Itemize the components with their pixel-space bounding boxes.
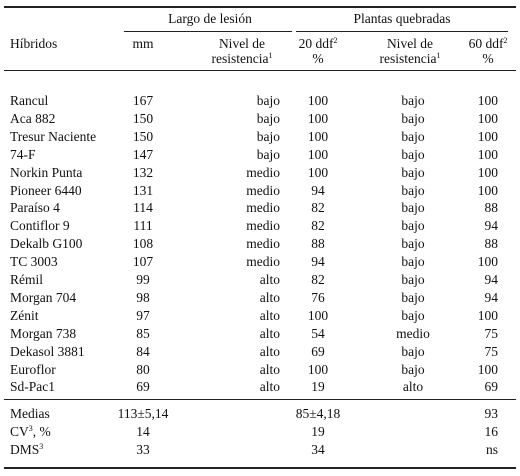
col-header-20ddf-line1: 20 ddf xyxy=(298,36,334,51)
col-header-mm: mm xyxy=(132,36,154,51)
group-header-plants: Plantas quebradas xyxy=(353,11,451,26)
col-header-nivel-b-line1: Nivel de xyxy=(386,36,434,51)
summary-60ddf: 16 xyxy=(484,424,498,439)
footnote-marker-1: 1 xyxy=(268,51,273,60)
cell-mm: 114 xyxy=(133,200,153,216)
cell-nivel-b: bajo xyxy=(401,146,425,162)
cell-20ddf: 82 xyxy=(311,218,325,234)
table-header-rule xyxy=(4,70,516,71)
cell-20ddf: 100 xyxy=(307,110,329,126)
cell-mm: 99 xyxy=(136,272,150,287)
cell-60ddf: 88 xyxy=(484,236,498,252)
cell-20ddf: 94 xyxy=(311,254,325,270)
footnote-marker-2b: 2 xyxy=(503,36,508,45)
cell-mm: 147 xyxy=(132,146,154,162)
cell-hibrido: Tresur Naciente xyxy=(10,128,97,144)
cell-nivel-b: bajo xyxy=(401,164,425,180)
cell-60ddf: 100 xyxy=(477,93,498,108)
cell-nivel-a: bajo xyxy=(256,146,280,162)
cell-hibrido: Morgan 738 xyxy=(10,325,77,341)
cell-hibrido: Sd-Pac1 xyxy=(10,379,55,395)
cell-nivel-a: medio xyxy=(246,254,280,270)
cell-nivel-b: bajo xyxy=(401,307,425,323)
cell-mm: 107 xyxy=(132,254,154,270)
cell-hibrido: TC 3003 xyxy=(10,254,58,270)
cell-mm: 108 xyxy=(132,236,154,252)
cell-nivel-b: bajo xyxy=(401,218,425,234)
cell-mm: 84 xyxy=(136,343,150,359)
cell-mm: 150 xyxy=(132,128,154,144)
col-header-20ddf xyxy=(288,36,348,66)
cell-60ddf: 75 xyxy=(484,325,498,341)
cell-nivel-b: bajo xyxy=(401,93,425,108)
group-rule-plants xyxy=(296,31,508,32)
cell-nivel-b: bajo xyxy=(401,272,425,287)
col-header-20ddf-line2: % xyxy=(312,51,324,66)
table-bottom-rule xyxy=(4,467,516,469)
cell-nivel-b: medio xyxy=(396,325,430,341)
cell-hibrido: Dekalb G100 xyxy=(10,236,83,252)
cell-hibrido: Euroflor xyxy=(10,361,56,377)
cell-nivel-a: alto xyxy=(259,289,280,305)
cell-mm: 150 xyxy=(132,110,154,126)
cell-60ddf: 94 xyxy=(484,218,498,234)
cell-mm: 97 xyxy=(136,307,150,323)
footnote-marker-2: 2 xyxy=(333,36,338,45)
cell-hibrido: 74-F xyxy=(10,146,36,162)
cell-nivel-a: medio xyxy=(246,218,280,234)
cell-nivel-b: bajo xyxy=(401,236,425,252)
cell-nivel-b: bajo xyxy=(401,110,425,126)
summary-20ddf: 85±4,18 xyxy=(295,406,341,421)
col-header-nivel-a-line1: Nivel de xyxy=(218,36,266,51)
cell-nivel-b: bajo xyxy=(401,289,425,305)
cell-60ddf: 100 xyxy=(477,361,498,377)
cell-20ddf: 88 xyxy=(311,236,325,252)
cell-hibrido: Zénit xyxy=(10,307,39,323)
cell-20ddf: 94 xyxy=(311,182,325,198)
cell-20ddf: 82 xyxy=(311,272,325,287)
cell-20ddf: 100 xyxy=(307,128,329,144)
cell-nivel-a: alto xyxy=(259,307,280,323)
cell-20ddf: 100 xyxy=(307,361,329,377)
summary-mm: 33 xyxy=(136,442,150,457)
cell-20ddf: 82 xyxy=(311,200,325,216)
cell-hibrido: Dekasol 3881 xyxy=(10,343,85,359)
summary-label xyxy=(10,442,43,457)
cell-nivel-b: bajo xyxy=(401,200,425,216)
cell-nivel-a: alto xyxy=(259,343,280,359)
cell-mm: 132 xyxy=(132,164,154,180)
cell-20ddf: 100 xyxy=(307,93,329,108)
table-summary-rule xyxy=(4,399,516,400)
col-header-nivel-a-line2: resistencia xyxy=(211,51,269,66)
col-header-nivel-b-line2: resistencia xyxy=(379,51,437,66)
cell-mm: 80 xyxy=(136,361,150,377)
cell-nivel-b: bajo xyxy=(401,361,425,377)
cell-mm: 98 xyxy=(136,289,150,305)
cell-hibrido: Morgan 704 xyxy=(10,289,77,305)
col-header-nivel-a-line2-wrap xyxy=(200,51,284,66)
summary-label xyxy=(10,424,51,439)
summary-label-text: Medias xyxy=(10,406,50,421)
cell-nivel-a: bajo xyxy=(256,93,280,108)
cell-nivel-a: medio xyxy=(246,200,280,216)
cell-hibrido: Norkin Punta xyxy=(10,164,83,180)
cell-20ddf: 76 xyxy=(311,289,325,305)
col-header-60ddf-line1: 60 ddf xyxy=(468,36,504,51)
summary-60ddf: ns xyxy=(485,442,498,457)
col-header-nivel-a xyxy=(200,36,284,66)
cell-60ddf: 100 xyxy=(477,110,498,126)
cell-mm: 167 xyxy=(132,93,154,108)
cell-hibrido: Contiflor 9 xyxy=(10,218,70,234)
cell-mm: 85 xyxy=(136,325,150,341)
summary-label-text: CV xyxy=(10,424,29,439)
footnote-marker-3: 3 xyxy=(39,442,44,451)
cell-nivel-a: medio xyxy=(246,182,280,198)
summary-mm: 113±5,14 xyxy=(117,406,169,421)
cell-60ddf: 100 xyxy=(477,128,498,144)
cell-60ddf: 88 xyxy=(484,200,498,216)
cell-nivel-a: medio xyxy=(246,164,280,180)
col-header-60ddf-line1-wrap xyxy=(458,36,518,51)
summary-60ddf: 93 xyxy=(484,406,498,421)
summary-label-text: DMS xyxy=(10,442,40,457)
footnote-marker-1b: 1 xyxy=(436,51,441,60)
summary-label xyxy=(10,406,50,421)
col-header-20ddf-line1-wrap xyxy=(288,36,348,51)
cell-hibrido: Rancul xyxy=(10,93,49,108)
table-top-rule xyxy=(4,6,516,8)
cell-60ddf: 75 xyxy=(484,343,498,359)
group-header-lesion: Largo de lesión xyxy=(168,11,252,26)
footnote-marker-3: 3 xyxy=(28,424,33,433)
cell-hibrido: Rémil xyxy=(10,272,43,287)
cell-hibrido: Pioneer 6440 xyxy=(10,182,82,198)
cell-nivel-b: bajo xyxy=(401,128,425,144)
cell-60ddf: 100 xyxy=(477,164,498,180)
cell-nivel-b: alto xyxy=(402,379,424,395)
cell-20ddf: 100 xyxy=(307,164,329,180)
col-header-hibridos: Híbridos xyxy=(10,36,58,51)
group-rule-lesion xyxy=(124,31,292,32)
col-header-60ddf xyxy=(458,36,518,66)
cell-nivel-a: alto xyxy=(259,325,280,341)
summary-label-suffix: , % xyxy=(32,424,51,439)
cell-60ddf: 100 xyxy=(477,307,498,323)
cell-mm: 131 xyxy=(132,182,154,198)
summary-20ddf: 34 xyxy=(311,442,325,457)
cell-mm: 69 xyxy=(136,379,150,395)
cell-nivel-a: bajo xyxy=(256,110,280,126)
cell-60ddf: 94 xyxy=(484,289,498,305)
cell-nivel-b: bajo xyxy=(401,182,425,198)
cell-60ddf: 100 xyxy=(477,146,498,162)
cell-60ddf: 69 xyxy=(484,379,498,395)
cell-20ddf: 69 xyxy=(311,343,325,359)
cell-nivel-b: bajo xyxy=(401,254,425,270)
cell-20ddf: 100 xyxy=(307,307,329,323)
cell-nivel-a: bajo xyxy=(256,128,280,144)
col-header-nivel-b xyxy=(368,36,452,66)
cell-nivel-a: alto xyxy=(259,361,280,377)
cell-nivel-b: bajo xyxy=(401,343,425,359)
cell-20ddf: 100 xyxy=(307,146,329,162)
cell-20ddf: 19 xyxy=(311,379,325,395)
col-header-nivel-b-line2-wrap xyxy=(368,51,452,66)
col-header-60ddf-line2: % xyxy=(482,51,494,66)
cell-mm: 111 xyxy=(133,218,153,234)
cell-60ddf: 100 xyxy=(477,182,498,198)
cell-20ddf: 54 xyxy=(311,325,325,341)
cell-nivel-a: medio xyxy=(246,236,280,252)
summary-20ddf: 19 xyxy=(311,424,325,439)
summary-mm: 14 xyxy=(136,424,150,439)
cell-60ddf: 94 xyxy=(484,272,498,287)
cell-60ddf: 100 xyxy=(477,254,498,270)
cell-hibrido: Aca 882 xyxy=(10,110,56,126)
cell-hibrido: Paraíso 4 xyxy=(10,200,60,216)
cell-nivel-a: alto xyxy=(259,272,280,287)
cell-nivel-a: alto xyxy=(259,379,280,395)
